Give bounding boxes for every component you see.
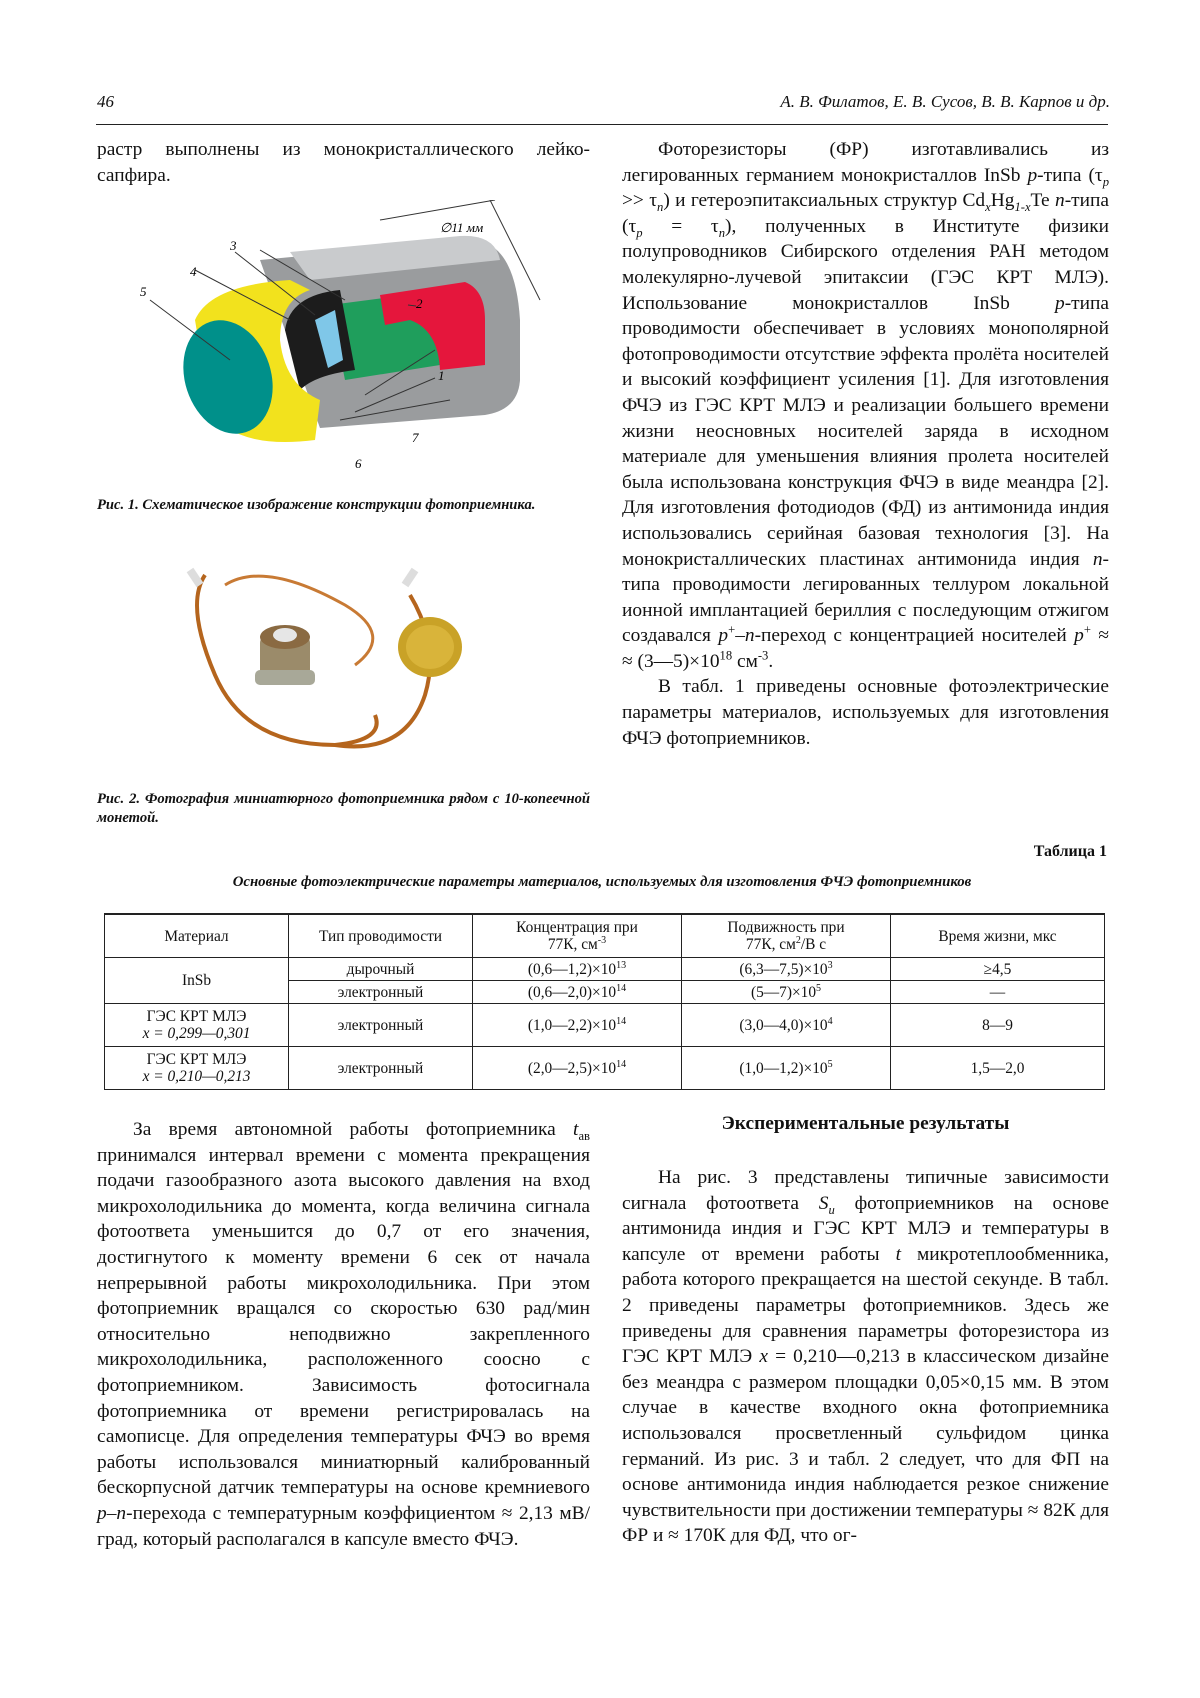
page-number: 46 <box>97 92 114 111</box>
cell-lifetime: ≥4,5 <box>891 958 1105 981</box>
cell-mobility: $(6,3—7,5)\times 10^3$ <box>682 958 891 981</box>
table-title: Основные фотоэлектрические параметры материалов, используемых для изготовления ФЧЭ фотоприемников <box>232 874 972 890</box>
diameter-label: ∅11 мм <box>440 220 484 235</box>
cell-type: электронный <box>289 1047 473 1090</box>
fig1-label-3: 3 <box>230 238 237 253</box>
cell-type: электронный <box>289 1004 473 1047</box>
header-material: Материал <box>105 914 289 958</box>
detector-window <box>273 628 297 642</box>
fig1-label-7: 7 <box>412 430 419 445</box>
paragraph: Фоторезисторы (ФР) изготавливались из легированных германием монокристаллов InSb p-типа $(\tau_p >> \tau_n)$ и гетероэпитаксиальных структур $Cd_xHg_{1-x}Te$ n-типа $(\tau_p = \tau_n)$, полученных в Институте физики полупроводников Сибирского отделения РАН методом молекулярно-лучевой эпитаксии (ГЭС КРТ МЛЭ). Использование монокристаллов InSb p-типа проводимости обеспечивает в условиях монополярной фотопроводимости отсутствие эффекта пролёта носителей и высокий коэффициент усиления [1]. Для изготовления ФЧЭ из ГЭС КРТ МЛЭ и реализации большего времени жизни неосновных носителей заряда в исходном материале для уменьшения влияния пролета носителей была использована конструкция ФЧЭ в виде меандра [2]. Для изготовления фотодиодов (ФД) из антимонида индия использовались серийная базовая технология [3]. На монокристаллических пластинах антимонида индия n-типа проводимости легированных теллуром локальной ионной имплантацией бериллия с последующим отжигом создавался p+–n-переход с концентрацией носителей p+ ≈ ≈ $(3—5)\times 10^{18}$ $см^{-3}$. <box>622 139 1110 672</box>
paragraph: растр выполнены из монокристаллического лейко-сапфира. <box>97 139 590 186</box>
fig1-label-6: 6 <box>355 456 362 471</box>
cell-lifetime: — <box>891 981 1105 1004</box>
fig1-label-2: 2 <box>416 296 423 311</box>
cell-lifetime: 1,5—2,0 <box>891 1047 1105 1090</box>
cell-material: ГЭС КРТ МЛЭ x = 0,210—0,213 <box>105 1047 289 1090</box>
cell-material: InSb <box>105 958 289 1004</box>
section-title: Экспериментальные результаты <box>721 1113 1010 1134</box>
cell-type: дырочный <box>289 958 473 981</box>
cell-mobility: $(3,0—4,0)\times 10^4$ <box>682 1004 891 1047</box>
header-concentration: Концентрация при 77К, $см^{-3}$ <box>473 914 682 958</box>
fig1-label-5: 5 <box>140 284 147 299</box>
paragraph: В табл. 1 приведены основные фотоэлектрические параметры материалов, используемых для изготовления ФЧЭ фотоприемников. <box>622 676 1109 749</box>
figure-1-caption: Рис. 1. Схематическое изображение конструкции фотоприемника. <box>97 497 536 513</box>
right-column-bottom <box>622 1165 1109 1549</box>
left-column-bottom <box>97 1117 590 1552</box>
header-type: Тип проводимости <box>289 914 473 958</box>
right-column-top <box>622 137 1109 751</box>
cell-material: ГЭС КРТ МЛЭ x = 0,299—0,301 <box>105 1004 289 1047</box>
connector-right <box>405 570 415 585</box>
paragraph: За время автономной работы фотоприемника $t_{ав}$ принимался интервал времени с момента прекращения подачи газообразного азота высокого давления на вход микрохолодильника до момента, когда величина сигнала фотоответа уменьшится до 0,7 от его значения, достигнутого к моменту времени 6 сек от начала непрерывной работы микрохолодильника. При этом фотоприемник вращался со скоростью 630 рад/мин относительно неподвижно закрепленного микрохолодильника, расположенного соосно с фотоприемником. Зависимость фотосигнала фотоприемника от времени регистрировалась на самописце. Для определения температуры ФЧЭ во время работы использовался миниатюрный калиброванный бескорпусной датчик температуры на основе кремниевого p–n-перехода с температурным коэффициентом ≈ 2,13 мВ/град, который располагался в капсуле вместо ФЧЭ. <box>97 1119 590 1550</box>
table-label: Таблица 1 <box>1033 843 1107 860</box>
parameters-table <box>104 913 1105 1090</box>
fig1-label-1: 1 <box>438 368 445 383</box>
figure-1-schematic <box>140 200 560 480</box>
figure-2-caption: Рис. 2. Фотография миниатюрного фотоприемника рядом с 10-копеечной монетой. <box>97 791 590 826</box>
header-mobility: Подвижность при 77К, $см^2/В$ с <box>682 914 891 958</box>
figure-2-photo <box>185 565 500 775</box>
cell-lifetime: 8—9 <box>891 1004 1105 1047</box>
table-header-row <box>105 914 1105 958</box>
running-head: А. В. Филатов, Е. В. Сусов, В. В. Карпов и др. <box>780 92 1110 111</box>
cell-mobility: $(1,0—1,2)\times 10^5$ <box>682 1047 891 1090</box>
cell-concentration: $(0,6—1,2)\times 10^{13}$ <box>473 958 682 981</box>
left-column-top <box>97 137 590 188</box>
cell-concentration: $(2,0—2,5)\times 10^{14}$ <box>473 1047 682 1090</box>
paragraph: На рис. 3 представлены типичные зависимости сигнала фотоответа $S_u$ фотоприемников на основе антимонида индия и ГЭС КРТ МЛЭ и температуры в капсуле от времени работы t микротеплообменника, работа которого прекращается на шестой секунде. В табл. 2 приведены параметры фотоприемников. Здесь же приведены для сравнения параметры фоторезистора из ГЭС КРТ МЛЭ x = 0,210—0,213 в классическом дизайне без меандра с размером площадки 0,05×0,15 мм. В этом случае в качестве входного окна фотоприемника использовался просветленный сульфидом цинка германий. Из рис. 3 и табл. 2 следует, что для ФП на основе антимонида индия наблюдается резкое снижение чувствительности при достижении температуры ≈ 82К для ФР и ≈ 170К для ФД, что ог- <box>622 1167 1110 1547</box>
table-row <box>105 958 1105 981</box>
header-lifetime: Время жизни, мкс <box>891 914 1105 958</box>
detector-base <box>255 670 315 685</box>
connector-left <box>190 570 200 585</box>
fig1-label-4: 4 <box>190 264 197 279</box>
coin-face <box>406 625 454 669</box>
header-rule <box>96 124 1108 125</box>
table-row <box>105 1004 1105 1047</box>
cell-concentration: $(1,0—2,2)\times 10^{14}$ <box>473 1004 682 1047</box>
cell-mobility: $(5—7)\times 10^5$ <box>682 981 891 1004</box>
cell-concentration: $(0,6—2,0)\times 10^{14}$ <box>473 981 682 1004</box>
table-row <box>105 1047 1105 1090</box>
cell-type: электронный <box>289 981 473 1004</box>
